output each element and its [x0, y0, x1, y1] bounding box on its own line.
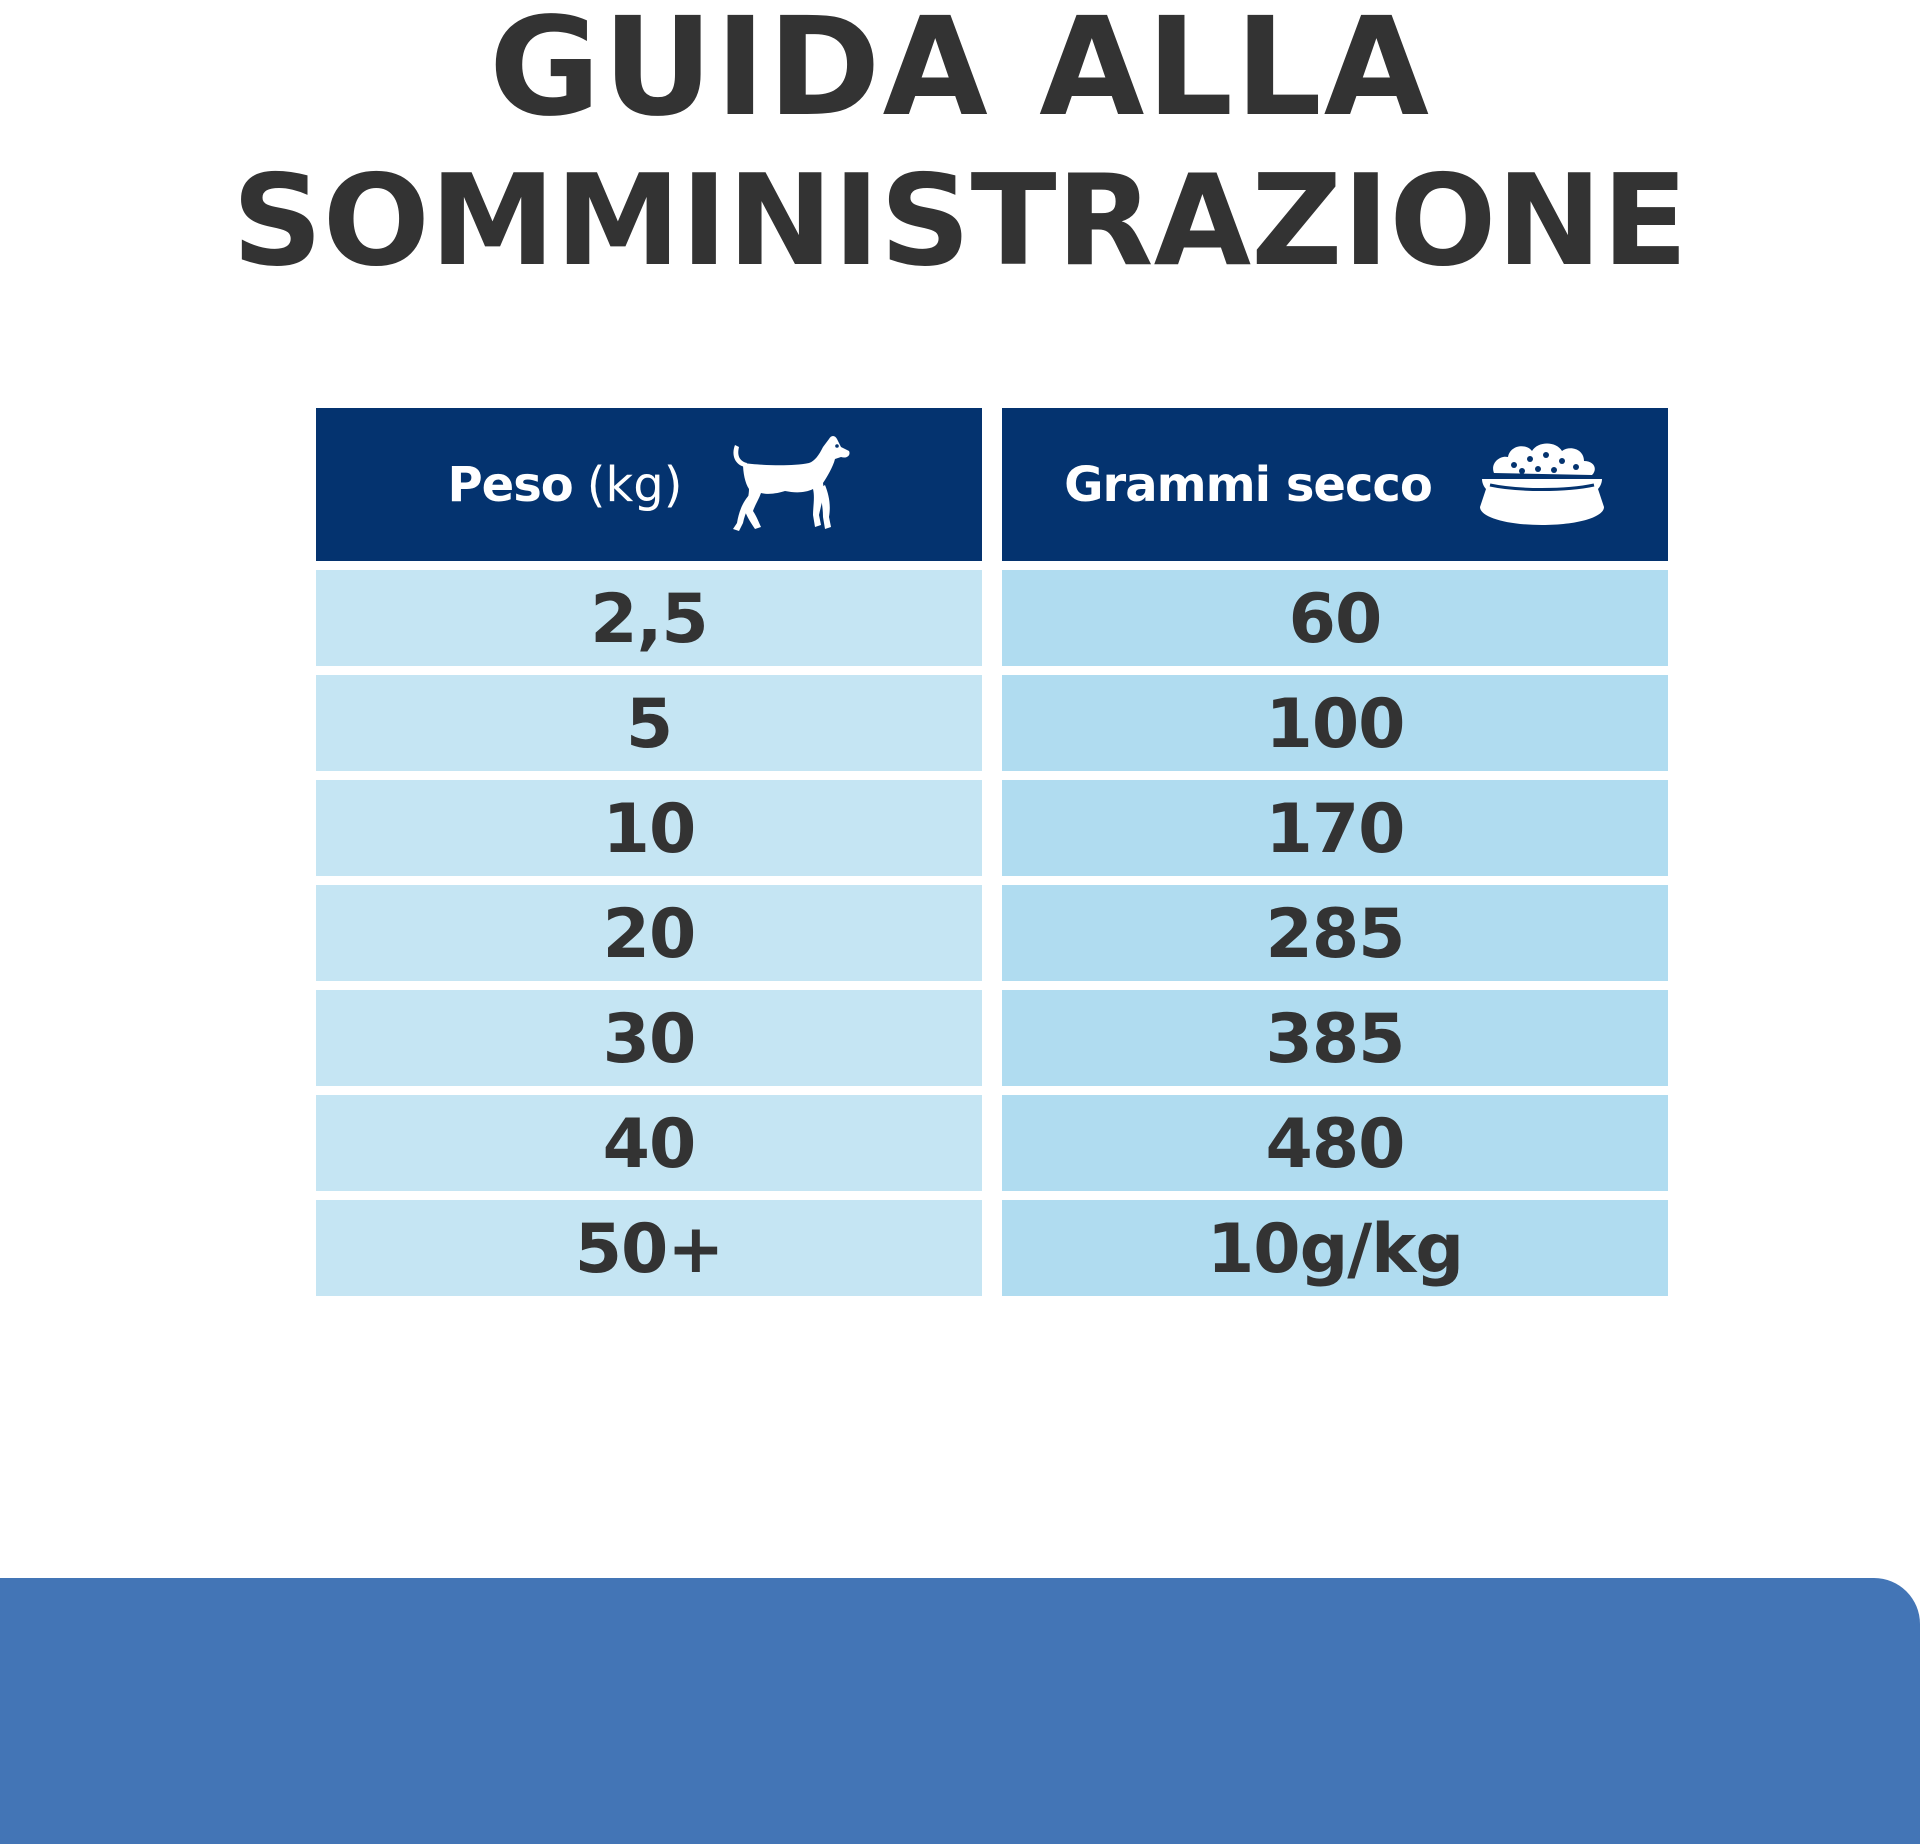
- grams-cell: 10g/kg: [1002, 1200, 1668, 1296]
- table-row: [316, 780, 1668, 876]
- grams-cell: 285: [1002, 885, 1668, 981]
- weight-cell: 20: [316, 885, 982, 981]
- weight-header-label: Peso: [447, 456, 573, 513]
- weight-cell: 2,5: [316, 570, 982, 666]
- weight-header-unit: (kg): [586, 456, 683, 513]
- grams-cell: 60: [1002, 570, 1668, 666]
- grams-cell: 480: [1002, 1095, 1668, 1191]
- grams-cell: 100: [1002, 675, 1668, 771]
- table-row: [316, 1095, 1668, 1191]
- feeding-guide-table: [316, 408, 1668, 1305]
- table-header-row: [316, 408, 1668, 561]
- table-row: [316, 1200, 1668, 1296]
- grams-column-header: [1002, 408, 1668, 561]
- weight-column-header: [316, 408, 982, 561]
- grams-cell: 385: [1002, 990, 1668, 1086]
- page-title-line-2: SOMMINISTRAZIONE: [232, 147, 1688, 294]
- weight-cell: 10: [316, 780, 982, 876]
- table-row: [316, 885, 1668, 981]
- table-body: [316, 570, 1668, 1296]
- weight-cell: 30: [316, 990, 982, 1086]
- grams-header-label: Grammi secco: [1064, 456, 1432, 513]
- weight-cell: 5: [316, 675, 982, 771]
- weight-cell: 40: [316, 1095, 982, 1191]
- table-row: [316, 675, 1668, 771]
- page-title-line-1: GUIDA ALLA: [489, 0, 1431, 147]
- weight-cell: 50+: [316, 1200, 982, 1296]
- dog-icon: [729, 433, 851, 537]
- footer-band: [0, 1578, 1920, 1844]
- food-bowl-icon: [1478, 437, 1606, 533]
- grams-cell: 170: [1002, 780, 1668, 876]
- table-row: [316, 570, 1668, 666]
- table-row: [316, 990, 1668, 1086]
